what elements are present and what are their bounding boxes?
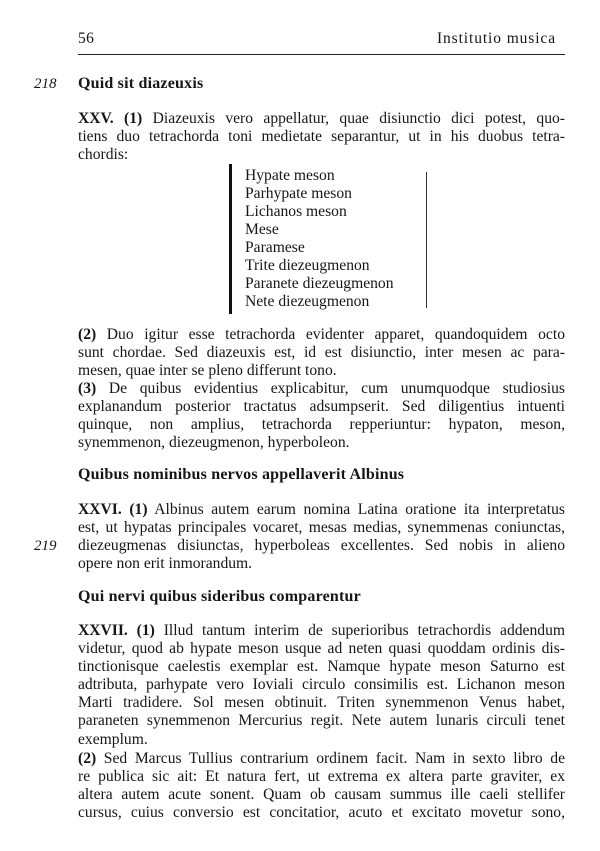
string-name: Mese [245,221,279,238]
margin-number: 218 [34,76,57,92]
paragraph-xxvii-1 [78,622,565,749]
header-rule [78,54,565,55]
paragraph-xxv-3 [78,380,565,452]
paragraph-xxvi-1 [78,501,565,573]
text-line: XXVII. (1) Illud tantum interim de superioribus tetrachordis addendum [78,622,565,639]
text-line: paraneten synemmenon Mercurius regit. Nete autem lunaris circuli tenet [78,712,565,730]
paragraph-xxv-1 [78,110,565,164]
tetrachord-diagram [229,164,427,314]
section-label: XXVII. (1) [78,622,155,639]
string-name: Nete diezeugmenon [245,293,370,310]
text-line: exemplum. [78,730,148,748]
section-label: (2) [78,750,97,767]
text-line: mesen, quae inter se pleno differunt tono. [78,362,337,380]
text-line: tiens duo tetrachorda toni medietate separantur, ut in his duobus tetra- [78,128,565,146]
section-label: XXVI. (1) [78,501,148,518]
text-line: tinctionisque caelestis exemplar est. Namque hypate meson Saturno est [78,658,565,676]
page-number: 56 [78,30,95,47]
string-name: Hypate meson [245,167,335,184]
string-name: Trite diezeugmenon [245,257,370,274]
text-line: videtur, quod ab hypate meson usque ad neten quasi quoddam ordinis dis- [78,640,565,658]
section-title: Quid sit diazeuxis [78,75,204,92]
text-line: explanandum posterior tractatus adsumpserit. Sed diligentius intuenti [78,398,565,416]
text-line: XXV. (1) Diazeuxis vero appellatur, quae disiunctio dici potest, quo- [78,110,565,127]
text-line: (2) Duo igitur esse tetrachorda evidenter apparet, quandoquidem octo [78,326,565,343]
string-name: Lichanos meson [245,203,347,220]
section-title: Quibus nominibus nervos appellaverit Albinus [78,466,405,483]
text-line: Marti tradidere. Sol mesen obtinuit. Triten synemmenon Venus habet, [78,694,565,712]
margin-number: 219 [34,538,57,554]
text-line: re publica sic ait: Et natura fert, ut extrema ex altera parte graviter, ex [78,768,565,786]
string-name: Paranete diezeugmenon [245,275,394,292]
section-label: (2) [78,326,97,343]
text-line: opere non erit inmorandum. [78,555,253,573]
running-title: Institutio musica [436,30,556,47]
string-name: Parhypate meson [245,185,352,202]
text-line: adtributa, parhypate vero Ioviali circulo consimilis est. Lichanon meson [78,676,565,694]
text-line: diezeugmenas disiunctas, hyperboleas excellentes. Sed nobis in alieno [78,537,565,555]
text-line: synemmenon, diezeugmenon, hyperboleon. [78,434,350,452]
paragraph-xxvii-2 [78,750,565,822]
text-line: (2) Sed Marcus Tullius contrarium ordinem facit. Nam in sexto libro de [78,750,565,767]
string-name: Paramese [245,239,305,256]
diagram-left-bar [229,164,232,314]
diagram-right-bar [426,172,427,308]
text-line: est, ut hypatas principales vocaret, mesas medias, synemmenas coniunctas, [78,519,565,537]
text-line: cursus, cuius conversio est concitatior, acuto et excitato movetur sono, [78,804,565,822]
section-label: XXV. (1) [78,110,143,127]
text-line: sunt chordae. Sed diazeuxis est, id est disiunctio, inter mesen ac para- [78,344,565,362]
string-list [245,167,394,311]
text-line: altera autem acute sonent. Quam ob causam summus ille caeli stellifer [78,786,565,804]
section-label: (3) [78,380,97,397]
text-line: (3) De quibus evidentius explicabitur, cum unumquodque studiosius [78,380,565,397]
text-line: XXVI. (1) Albinus autem earum nomina Latina oratione ita interpretatus [78,501,565,518]
text-line: quinque, non amplius, tetrachorda repperiuntur: hypaton, meson, [78,416,565,434]
text-line: chordis: [78,146,129,164]
section-title: Qui nervi quibus sideribus comparentur [78,588,361,605]
paragraph-xxv-2 [78,326,565,380]
